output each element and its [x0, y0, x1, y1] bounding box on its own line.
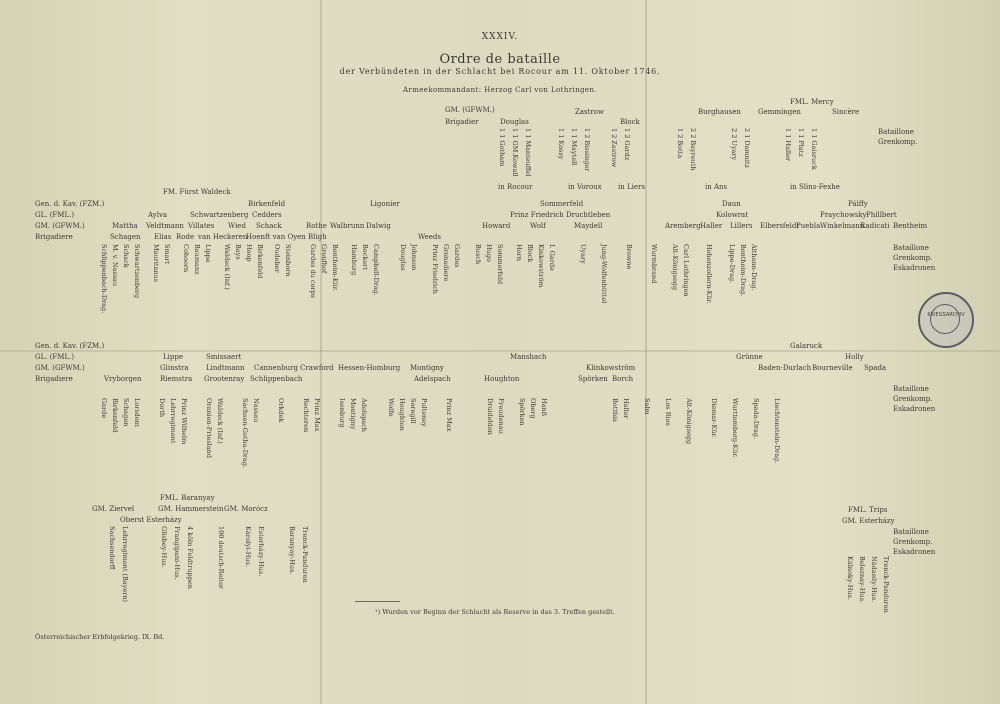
brig-name: Hoenft van Oyen: [246, 233, 306, 241]
gm-name: Aremberg: [665, 222, 701, 230]
gm-name: Lillers: [730, 222, 753, 230]
gm-name: Puebla: [796, 222, 821, 230]
unit-label: Horn: [515, 244, 523, 261]
unit-label: Nassau: [252, 398, 260, 423]
stamp-text: KRIEGSARCHIV: [927, 312, 965, 318]
brig-name: Grootenray: [204, 375, 245, 383]
cmd-burghausen: Burghausen: [698, 108, 741, 116]
fold-line: [0, 350, 1000, 352]
unit-label: Lehrregiment (Bayern): [121, 526, 129, 603]
unit-label: Freudenau: [497, 398, 505, 434]
unit-label: Schagen: [122, 398, 130, 427]
unit-label: Montigny: [349, 398, 357, 430]
unit-label: Block: [526, 244, 534, 263]
legend-item: Grenkomp.: [878, 138, 918, 146]
gm-esterhazy: GM. Esterházy: [842, 517, 895, 525]
gl-name: Kolowrat: [716, 211, 749, 219]
place-label: in Ans: [705, 183, 728, 191]
gm-name: Wolf: [530, 222, 546, 230]
unit-label: Prinz Max: [445, 398, 453, 432]
cmd-daun: Daun: [722, 200, 741, 208]
fm-waldeck: FM. Fürst Waldeck: [163, 188, 231, 196]
gl-name: Lippe: [163, 353, 183, 361]
gm-name: Holly: [845, 353, 864, 361]
rank-brig: Brigadiere: [35, 375, 73, 383]
gl-name: Cedders: [252, 211, 282, 219]
unit-label: 1 1 Platz: [797, 128, 805, 157]
legend-item: Eskadronen: [893, 264, 936, 272]
brig-name: Schagen: [110, 233, 141, 241]
brig-name: Vryborgen: [104, 375, 142, 383]
unit-label: Hugo: [485, 244, 493, 262]
place-label: in Rocour: [498, 183, 533, 191]
unit-label: I. Garde: [548, 244, 556, 271]
brig-name: Borch: [612, 375, 634, 383]
gm-name: GM. Hammerstein: [158, 505, 224, 513]
legend-item: Grenkomp.: [893, 254, 933, 262]
gm-name: Mattha: [112, 222, 138, 230]
unit-label: Dorth: [158, 398, 166, 418]
gl-name: Phillbert: [866, 211, 897, 219]
gm-name: Crawford: [300, 364, 334, 372]
unit-label: 2 2 Bayreuth: [689, 128, 697, 171]
unit-label: Baranyay-Hus.: [288, 526, 296, 575]
unit-label: 1 2 Gardz: [623, 128, 631, 161]
cmd-douglas: Douglas: [500, 118, 529, 126]
brig-name: Bligh: [308, 233, 327, 241]
brig-name: Riemstra: [160, 375, 193, 383]
unit-label: Isenburg: [338, 398, 346, 428]
fold-line: [645, 0, 647, 704]
unit-label: Busch: [474, 244, 482, 265]
brig-name: Spada: [864, 364, 887, 372]
gm-name: Wied: [228, 222, 246, 230]
unit-label: Prinz Wilhelm: [180, 398, 188, 445]
rank-gm: GM. (GFWM.): [35, 364, 85, 372]
gm-name: Howard: [482, 222, 511, 230]
unit-label: Gardes: [453, 244, 461, 268]
archive-stamp: [918, 292, 974, 348]
unit-label: 1 1 Maytell: [570, 128, 578, 166]
brig-name: van Heckeren: [198, 233, 248, 241]
unit-label: Birkenfeld: [256, 244, 264, 279]
top-units-block: [498, 128, 817, 177]
gm-name: Hessen-Homburg: [338, 364, 401, 372]
cmd-ligonier: Ligonier: [370, 200, 400, 208]
unit-label: Trenck-Panduren: [882, 556, 890, 613]
unit-label: Bentheim-Kür.: [331, 244, 339, 292]
gm-name: Rothe: [306, 222, 327, 230]
place-label: in Slins-Fexhe: [790, 183, 840, 191]
unit-label: Hoop: [245, 244, 253, 262]
brig-name: Houghton: [484, 375, 520, 383]
rank-gm: GM. (GFWM.): [35, 222, 85, 230]
unit-label: Mauritanus: [152, 244, 160, 283]
unit-label: Schwartzenberg: [133, 244, 141, 299]
brig-name: Rode: [176, 233, 195, 241]
brig-name: Spörken: [578, 375, 608, 383]
footer-note: Österreichischer Erbfolgekrieg. IX. Bd.: [35, 633, 165, 641]
section3-units-block: [108, 526, 308, 602]
fml-baranyay: FML. Baranyay: [160, 494, 215, 502]
rank-gdk: Gen. d. Kav. (FZM.): [35, 200, 105, 208]
gl-name: Manshach: [510, 353, 547, 361]
cmd-zastrow: Zastrow: [575, 108, 604, 116]
unit-label: Birkenfeld: [111, 398, 119, 433]
unit-label: Frangipani-Hus.: [173, 526, 181, 580]
unit-label: Smart: [163, 244, 171, 265]
cmd-block: Block: [620, 118, 640, 126]
unit-label: Kálnoky-Hus.: [846, 556, 854, 600]
unit-label: Oudeber: [273, 244, 281, 273]
legend-item: Eskadronen: [893, 405, 936, 413]
unit-label: Kinkowström: [537, 244, 545, 288]
unit-label: Spörken: [518, 398, 526, 426]
gm-name: Veldtmann: [146, 222, 184, 230]
unit-label: Prinz Max: [313, 398, 321, 432]
gl-name: Druchtleben: [566, 211, 611, 219]
gm-name: Elbersfeldt: [760, 222, 800, 230]
unit-label: Johnson: [410, 244, 418, 271]
footnote-rule: [355, 601, 400, 602]
legend-item: Eskadronen: [893, 548, 936, 556]
unit-label: Lippe-Drag.: [728, 244, 736, 284]
legend-item: Bataillone: [893, 244, 929, 252]
gm-name: GM. Ziervel: [92, 505, 135, 513]
gm-name: Radicati: [860, 222, 890, 230]
gm-name: Klinkowström: [586, 364, 636, 372]
unit-label: Wolfe: [387, 398, 395, 417]
unit-label: 1 2 Zastrow: [610, 128, 618, 168]
gm-name: Maydell: [574, 222, 603, 230]
unit-label: Sachsen-Gotha-Drag.: [241, 398, 249, 469]
unit-label: Alt-Königsegg: [671, 244, 679, 291]
unit-label: Bays: [234, 244, 242, 260]
gm-name: Montigny: [410, 364, 444, 372]
gm-name: Schack: [256, 222, 282, 230]
gl-name: Prinz Friedrich: [510, 211, 564, 219]
unit-label: Los Rios: [664, 398, 672, 426]
unit-label: Baumanz: [193, 244, 201, 275]
unit-label: Orkdek: [277, 398, 285, 423]
unit-label: Soregill: [409, 398, 417, 424]
unit-label: Wurmbrand: [650, 244, 658, 284]
unit-label: Liechtenstein-Drag.: [773, 398, 781, 464]
gl-name: Smissaert: [206, 353, 242, 361]
unit-label: Douglas: [399, 244, 407, 271]
gm-name: GM. Morócz: [224, 505, 268, 513]
gm-name: Dalwig: [366, 222, 391, 230]
unit-label: Steinborn: [284, 244, 292, 277]
unit-label: Sachsendorff: [108, 526, 116, 570]
unit-label: Sommerfeld: [496, 244, 504, 285]
unit-label: Esterházy-Hus.: [257, 526, 265, 577]
unit-label: Salm: [643, 398, 651, 415]
unit-label: Nádasdy-Hus.: [870, 556, 878, 603]
page-title: Ordre de bataille: [439, 52, 561, 67]
unit-label: Rechteren: [302, 398, 310, 433]
unit-label: 1 2 Bissinger: [583, 128, 591, 172]
unit-label: Hanß: [540, 398, 548, 417]
unit-label: 1 1 Haller: [784, 128, 792, 162]
unit-label: 4 köln Feldtruppen: [186, 526, 194, 589]
fml-mercy: FML. Mercy: [790, 98, 834, 106]
cmd-gemmingen: Gemmingen: [758, 108, 801, 116]
gm-name: Lindtmann: [206, 364, 245, 372]
plate-number: XXXIV.: [481, 32, 519, 42]
unit-label: Prinz Friedrich: [431, 244, 439, 294]
unit-label: 100 deutsch-Reiter: [217, 526, 225, 590]
unit-label: Oberg: [529, 398, 537, 419]
section3-right-units: [846, 556, 889, 613]
unit-label: 1 1 Manteuffel: [524, 128, 532, 177]
gm-name: Bentheim: [893, 222, 928, 230]
unit-label: Diemar-Kür.: [710, 398, 718, 438]
unit-label: Waldeck (Inf.): [223, 244, 231, 290]
gm-name: Villates: [188, 222, 215, 230]
unit-label: 1 1 GM.Kowall: [511, 128, 519, 177]
gl-name: Praychowsky: [820, 211, 867, 219]
gm-name: Winkelmann: [820, 222, 865, 230]
unit-label: Trenck-Panduren: [301, 526, 309, 583]
unit-label: 2 2 Uyary: [730, 128, 738, 161]
cmd-sincere: Sincère: [832, 108, 860, 116]
commander-line: Armeekommandant: Herzog Carl von Lothringen.: [403, 86, 597, 94]
unit-label: 2 1 Damnitz: [743, 128, 751, 168]
unit-label: Schlippenbach-Drag.: [100, 244, 108, 314]
brig-name: Bourneville: [812, 364, 853, 372]
page-subtitle: der Verbündeten in der Schlacht bei Rocour am 11. Oktober 1746.: [339, 67, 661, 76]
gl-name: Aylva: [148, 211, 168, 219]
unit-label: Károlyi-Hus.: [244, 526, 252, 568]
legend-item: Bataillone: [893, 385, 929, 393]
footnote: ¹) Wurden vor Beginn der Schlacht als Reserve in das 3. Treffen gestellt.: [375, 608, 615, 616]
unit-label: Oranien-Friesland: [205, 398, 213, 458]
legend-item: Bataillone: [878, 128, 914, 136]
rank-brig: Brigadiere: [35, 233, 73, 241]
unit-label: Jung-Wolfenbüttel: [600, 244, 608, 304]
place-label: in Voroux: [568, 183, 602, 191]
gm-name: Haller: [700, 222, 723, 230]
unit-label: 1 1 Kossy: [557, 128, 565, 160]
unit-label: Lippe: [204, 244, 212, 263]
gl-name: Schwartzenberg: [190, 211, 249, 219]
gl-name: Galaruck: [790, 342, 823, 350]
cmd-birkenfeld: Birkenfeld: [248, 200, 286, 208]
brig-name: Baden-Durlach: [758, 364, 812, 372]
unit-label: Browne: [625, 244, 633, 270]
unit-label: Alt-Königsegg: [685, 398, 693, 445]
unit-label: Grenadiere: [442, 244, 450, 282]
brig-name: Weeds: [418, 233, 441, 241]
unit-label: Campbell-Drag.: [372, 244, 380, 296]
rank-gl: GL. (FML.): [35, 353, 75, 361]
unit-label: Gardes du corps: [309, 244, 317, 299]
unit-label: Cohoorn: [182, 244, 190, 273]
unit-label: Althann-Drag.: [750, 244, 758, 291]
gm-name: Grünne: [736, 353, 763, 361]
oberst-esterhazy: Oberst Esterházy: [120, 516, 182, 524]
legend-item: Bataillone: [893, 528, 929, 536]
fml-trips: FML. Trips: [848, 506, 888, 514]
legend-item: Grenkomp.: [893, 395, 933, 403]
unit-label: Waldeck (Inf.): [216, 398, 224, 444]
unit-label: Grenfhof: [320, 244, 328, 274]
place-label: in Liers: [618, 183, 645, 191]
unit-label: 1 1 Gotham: [498, 128, 506, 167]
gm-label-top: GM. (GFWM.): [445, 106, 495, 114]
unit-label: Spada-Drag.: [752, 398, 760, 440]
unit-label: Garde: [100, 398, 108, 419]
unit-label: M. v. Nassau: [111, 244, 119, 287]
unit-label: Uyary: [579, 244, 587, 264]
unit-label: Bentheim-Drag.: [739, 244, 747, 297]
unit-label: Lehrregiment: [169, 398, 177, 444]
unit-label: Carl Lothringen: [682, 244, 690, 297]
unit-label: Hamburg: [350, 244, 358, 276]
fold-line: [320, 0, 322, 704]
brigadier-label-top: Brigadier: [445, 118, 479, 126]
brig-name: Adelspach: [414, 375, 451, 383]
brig-name: Elias: [154, 233, 172, 241]
unit-label: Schack: [122, 244, 130, 268]
unit-label: Haller: [622, 398, 630, 419]
unit-label: Botthia: [611, 398, 619, 423]
cmd-sommerfeld: Sommerfeld: [540, 200, 584, 208]
unit-label: Beleznay-Hus.: [858, 556, 866, 604]
section1-units-block: [100, 244, 757, 313]
unit-label: 1 1 Gaisruck: [810, 128, 818, 170]
cmd-palffy: Pálffy: [848, 200, 868, 208]
rank-gl: GL. (FML.): [35, 211, 75, 219]
rank-gdk: Gen. d. Kav. (FZM.): [35, 342, 105, 350]
gm-name: Walbrunn: [330, 222, 365, 230]
legend-item: Grenkomp.: [893, 538, 933, 546]
unit-label: Pulteney: [420, 398, 428, 427]
unit-label: Wurttemberg-Kür.: [731, 398, 739, 458]
unit-label: 1 2 Botta: [676, 128, 684, 159]
gm-name: Cannenburg: [254, 364, 299, 372]
unit-label: Hohenzollern-Kür.: [705, 244, 713, 304]
unit-label: Bockert: [361, 244, 369, 270]
gm-name: Glinstra: [160, 364, 189, 372]
unit-label: Houghton: [398, 398, 406, 431]
unit-label: Druidelden: [486, 398, 494, 435]
unit-label: Glisbey-Hus.: [160, 526, 168, 568]
brig-name: Schlippenbach: [250, 375, 303, 383]
section2-units-block: [100, 398, 780, 468]
unit-label: Adelspach: [360, 398, 368, 432]
unit-label: Lorsdem: [133, 398, 141, 427]
